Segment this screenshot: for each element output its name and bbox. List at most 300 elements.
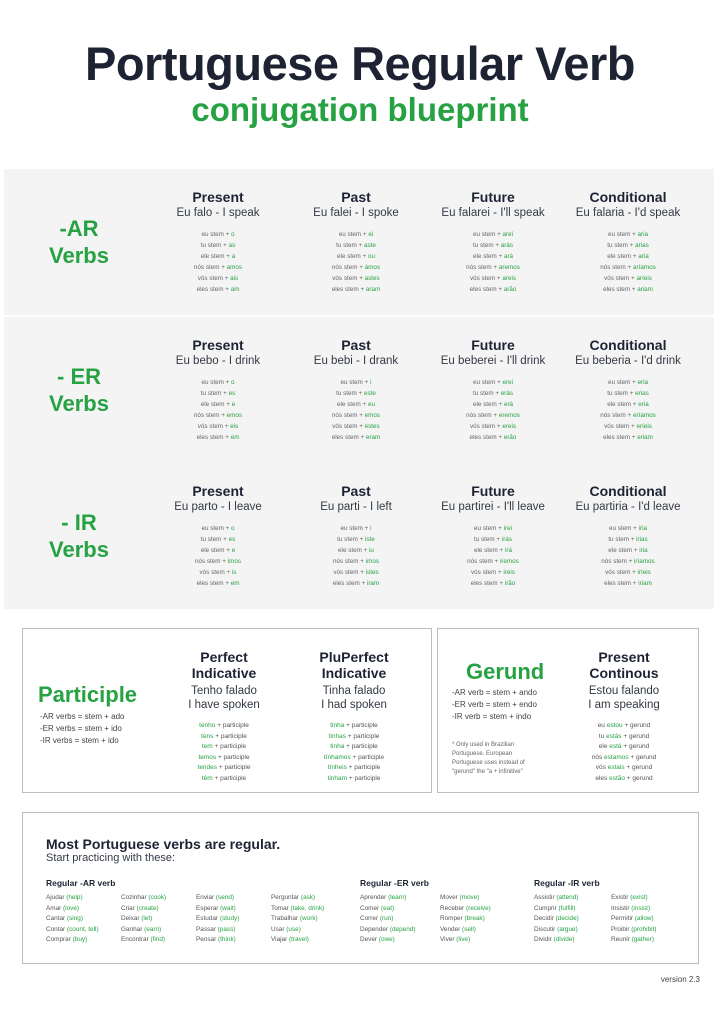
verb-meaning: (decide) — [555, 915, 579, 922]
verb-ending: areis — [502, 275, 517, 282]
verb-meaning: (help) — [66, 894, 83, 901]
list-item — [163, 721, 285, 732]
band-label-ending: -AR — [59, 216, 99, 241]
list-item — [293, 753, 415, 764]
participle-rule: -IR verbs = stem + ido — [40, 736, 119, 745]
tense-title: Present — [192, 337, 244, 353]
pronoun-stem: tu stem + — [336, 242, 364, 249]
list-item — [46, 904, 99, 915]
list-item — [121, 925, 166, 936]
list-item — [360, 893, 415, 904]
list-item — [360, 914, 415, 925]
verb-ending: ereis — [502, 423, 517, 430]
participle-suffix: + participle — [212, 774, 247, 782]
verb-ending: emos — [364, 412, 381, 419]
list-item — [422, 556, 564, 567]
conjugation-list — [422, 523, 564, 589]
pronoun-stem: eles stem + — [331, 434, 366, 441]
list-item — [557, 421, 699, 432]
list-item — [46, 925, 99, 936]
list-item — [422, 523, 564, 534]
list-item — [285, 410, 427, 421]
auxiliary-verb: tinha — [330, 743, 345, 750]
list-item — [147, 240, 289, 251]
list-item — [562, 721, 686, 732]
list-item — [557, 399, 699, 410]
list-item — [557, 377, 699, 388]
verb: Comer — [360, 904, 381, 912]
verb-ending: em — [230, 580, 240, 587]
list-item — [422, 284, 564, 295]
list-item — [285, 578, 427, 589]
conjugation-list — [285, 377, 427, 443]
list-item — [147, 399, 289, 410]
auxiliary-verb: estás — [606, 732, 622, 740]
tense-example: Eu partirei - I'll leave — [441, 501, 545, 513]
list-item — [271, 925, 324, 936]
tense-example: Eu falaria - I'd speak — [575, 207, 681, 219]
list-item — [557, 262, 699, 273]
verb-meaning: (owe) — [378, 936, 395, 943]
list-item — [285, 240, 427, 251]
list-item — [121, 893, 166, 904]
conjugation-list — [147, 523, 289, 589]
list-item — [285, 567, 427, 578]
verb: Cantar — [46, 915, 67, 922]
pronoun: eles — [595, 774, 610, 782]
list-item — [611, 904, 656, 915]
pronoun-stem: eles stem + — [332, 580, 367, 587]
list-item — [534, 935, 579, 946]
list-item — [163, 774, 285, 785]
verb-ending: es — [228, 390, 236, 397]
tense-present — [147, 337, 289, 443]
list-item — [440, 935, 491, 946]
verb-ending: eis — [230, 423, 239, 430]
pronoun-stem: nós stem + — [332, 558, 366, 565]
pronoun-stem: eu stem + — [340, 525, 371, 532]
band-label-verbs: Verbs — [49, 537, 109, 562]
group-title-er: Regular -ER verb — [360, 878, 429, 888]
pronoun: tu — [598, 732, 607, 740]
list-item — [147, 388, 289, 399]
auxiliary-verb: tinhas — [328, 732, 346, 740]
verb-list — [271, 893, 324, 946]
conjugation-list — [422, 229, 564, 295]
list-item — [285, 545, 427, 556]
auxiliary-list — [562, 721, 686, 784]
verb-ending: iríamos — [634, 558, 655, 565]
verb-ending: erão — [503, 434, 517, 441]
pronoun-stem: eles stem + — [196, 286, 231, 293]
list-item — [147, 273, 289, 284]
list-item — [557, 240, 699, 251]
pronoun-stem: eu stem + — [340, 379, 371, 386]
list-item — [163, 732, 285, 743]
verb-ending: ireis — [503, 569, 515, 576]
pronoun-stem: tu stem + — [200, 242, 229, 249]
participle-suffix: + participle — [217, 764, 251, 771]
tense-example: Eu bebo - I drink — [175, 355, 261, 367]
auxiliary-verb: tinha — [330, 722, 345, 729]
tense-title: Conditional — [589, 189, 667, 205]
verb-meaning: (prohibit) — [631, 925, 657, 933]
tense-past — [285, 189, 427, 295]
band-label — [4, 363, 154, 417]
verb-ending: erá — [503, 401, 514, 408]
verb-meaning: (find) — [150, 936, 166, 943]
verb-ending: am — [230, 286, 240, 293]
verb-meaning: (attend) — [556, 894, 579, 901]
conjugation-list — [285, 229, 427, 295]
verb-meaning: (count, tell) — [66, 925, 99, 933]
verb-meaning: (argue) — [557, 925, 578, 933]
verb-meaning: (pass) — [217, 925, 236, 933]
list-item — [534, 904, 579, 915]
list-item — [557, 251, 699, 262]
verb-ending: irás — [501, 536, 512, 543]
pronoun-stem: ele stem + — [337, 253, 368, 260]
list-item — [422, 399, 564, 410]
pronoun-stem: vós stem + — [197, 275, 231, 282]
verb-ending: o — [231, 231, 235, 238]
er-verbs-band — [4, 317, 714, 463]
list-item — [422, 432, 564, 443]
participle-title: Participle — [38, 682, 138, 707]
pronoun-stem: ele stem + — [608, 547, 640, 554]
pronoun-stem: eles stem + — [196, 434, 231, 441]
list-item — [440, 893, 491, 904]
verb-ending: e — [231, 401, 236, 408]
verb-meaning: (buy) — [72, 936, 88, 943]
list-item — [422, 377, 564, 388]
participle-suffix: + participle — [213, 732, 247, 740]
verb-meaning: (gather) — [631, 936, 654, 943]
verb: Dividir — [534, 936, 554, 943]
verb-meaning: (wait) — [220, 904, 236, 912]
verb-ending: iria — [639, 547, 648, 554]
gerund-suffix: + gerund — [624, 764, 653, 771]
pronoun-stem: eles stem + — [470, 580, 505, 587]
verb-ending: aste — [363, 242, 376, 249]
section-heading: Indicative — [191, 665, 257, 681]
verb-ending: erei — [502, 379, 514, 386]
pronoun-stem: vós stem + — [605, 569, 638, 576]
verb-meaning: (break) — [464, 915, 485, 922]
auxiliary-verb: estais — [607, 764, 625, 771]
tense-conditional — [557, 189, 699, 295]
verb-meaning: (use) — [286, 925, 301, 933]
verb-meaning: (receive) — [465, 904, 491, 912]
participle-suffix: + participle — [216, 753, 250, 761]
verb: Reunir — [611, 936, 632, 943]
list-item — [422, 545, 564, 556]
verb: Ganhar — [121, 925, 145, 933]
pronoun: eu — [597, 722, 607, 729]
pronoun-stem: nós stem + — [467, 558, 500, 565]
list-item — [422, 240, 564, 251]
list-item — [534, 893, 579, 904]
tense-conditional — [557, 337, 699, 443]
gerund-rule: -IR verb = stem + indo — [452, 712, 532, 721]
list-item — [147, 578, 289, 589]
list-item — [196, 935, 239, 946]
section-example: Tenho falado — [191, 685, 257, 697]
list-item — [271, 904, 324, 915]
verb: Tomar — [271, 904, 291, 912]
verb-ending: iu — [369, 547, 374, 554]
auxiliary-verb: temos — [198, 753, 217, 761]
pronoun-stem: nós stem + — [194, 558, 228, 565]
list-item — [196, 904, 239, 915]
participle-suffix: + participle — [215, 722, 249, 729]
list-item — [121, 914, 166, 925]
list-item — [562, 742, 686, 753]
verb-ending: erás — [500, 390, 514, 397]
pronoun-stem: ele stem + — [338, 547, 370, 554]
section-example: Tinha falado — [322, 685, 386, 697]
participle-rules — [40, 711, 124, 747]
pronoun-stem: vós stem + — [197, 423, 231, 430]
list-item — [422, 273, 564, 284]
pronoun-stem: eu stem + — [201, 231, 232, 238]
verb-ending: iste — [365, 536, 375, 543]
list-item — [147, 534, 289, 545]
pronoun-stem: tu stem + — [608, 536, 637, 543]
list-item — [293, 732, 415, 743]
verb-ending: imos — [365, 558, 380, 565]
pronoun-stem: vós stem + — [469, 275, 503, 282]
verb: Existir — [611, 894, 631, 901]
pronoun-stem: vós stem + — [333, 569, 366, 576]
list-item — [440, 914, 491, 925]
gerund-suffix: + gerund — [621, 743, 650, 750]
conjugation-list — [557, 523, 699, 589]
tense-future — [422, 189, 564, 295]
gerund-suffix: + gerund — [621, 732, 650, 740]
verb-meaning: (divide) — [553, 936, 575, 943]
pronoun-stem: eles stem + — [469, 434, 504, 441]
verb: Pensar — [196, 936, 219, 943]
tense-present — [147, 189, 289, 295]
verb-ending: es — [228, 536, 236, 543]
verb-ending: eria — [637, 379, 649, 386]
auxiliary-verb: estamos — [604, 753, 629, 761]
note-line: * Only used in Brazilian — [452, 742, 515, 748]
verb-ending: arás — [500, 242, 514, 249]
perfect-indicative — [163, 649, 285, 784]
list-item — [147, 567, 289, 578]
page-subtitle: conjugation blueprint — [191, 91, 529, 128]
tense-title: Past — [341, 189, 371, 205]
note-line: "gerund" the "a + infinitive" — [452, 769, 523, 775]
verb-meaning: (sing) — [66, 915, 83, 922]
pronoun-stem: tu stem + — [472, 242, 501, 249]
pronoun-stem: tu stem + — [474, 536, 502, 543]
auxiliary-verb: tendes — [197, 764, 218, 771]
list-item — [562, 753, 686, 764]
list-item — [440, 904, 491, 915]
verb-ending: estes — [364, 423, 380, 430]
list-item — [285, 284, 427, 295]
pronoun-stem: eles stem + — [469, 286, 504, 293]
list-item — [422, 421, 564, 432]
verb: Viajar — [271, 936, 289, 943]
verb-ending: eríeis — [636, 423, 652, 430]
verb-list — [611, 893, 656, 946]
list-item — [562, 774, 686, 785]
list-item — [557, 284, 699, 295]
verb-meaning: (depend) — [389, 925, 416, 933]
pronoun-stem: tu stem + — [607, 242, 636, 249]
participle-rule: -AR verbs = stem + ado — [40, 712, 125, 721]
verb-ending: eremos — [498, 412, 520, 419]
list-item — [147, 229, 289, 240]
pronoun: ele — [598, 743, 610, 750]
list-item — [46, 935, 99, 946]
participle-suffix: + participle — [344, 743, 378, 750]
list-item — [422, 388, 564, 399]
list-item — [285, 432, 427, 443]
verb-ending: iríeis — [637, 569, 651, 576]
list-item — [147, 523, 289, 534]
pronoun-stem: tu stem + — [607, 390, 636, 397]
verb-ending: i — [370, 525, 372, 532]
verb-meaning: (study) — [219, 915, 240, 922]
section-heading: Continous — [589, 665, 659, 681]
verb-ending: imos — [227, 558, 242, 565]
band-label-verbs: Verbs — [49, 391, 109, 416]
tense-example: Eu parto - I leave — [174, 501, 262, 513]
pronoun-stem: eles stem + — [331, 286, 366, 293]
verb: Vender — [440, 925, 463, 933]
list-item — [163, 753, 285, 764]
tense-example: Eu bebi - I drank — [313, 355, 399, 367]
verb-ending: aram — [365, 286, 381, 293]
auxiliary-verb: tens — [201, 732, 214, 740]
tense-future — [422, 483, 564, 589]
section-heading: Present — [598, 649, 650, 665]
list-item — [285, 388, 427, 399]
verb-meaning: (fulfill) — [558, 904, 576, 912]
pronoun-stem: eles stem + — [603, 434, 638, 441]
verb-ending: ou — [367, 253, 375, 260]
verb-meaning: (send) — [215, 894, 235, 901]
list-item — [147, 284, 289, 295]
list-item — [422, 229, 564, 240]
list-item — [285, 523, 427, 534]
list-item — [557, 273, 699, 284]
tense-example: Eu beberia - I'd drink — [575, 355, 681, 367]
verb-ending: em — [230, 434, 240, 441]
participle-suffix: + participle — [346, 764, 381, 771]
practice-subtitle: Start practicing with these: — [46, 852, 176, 864]
list-item — [422, 534, 564, 545]
list-item — [611, 935, 656, 946]
participle-suffix: + participle — [345, 732, 380, 740]
verb: Encontrar — [121, 936, 151, 943]
verb-meaning: (run) — [379, 915, 394, 922]
list-item — [163, 742, 285, 753]
pronoun-stem: vós stem + — [471, 569, 504, 576]
verb-ending: arias — [635, 242, 649, 249]
verb-ending: iria — [638, 525, 647, 532]
verb-meaning: (work) — [299, 915, 318, 922]
pronoun-stem: nós stem + — [193, 264, 227, 271]
list-item — [422, 410, 564, 421]
verb-ending: emos — [226, 412, 243, 419]
verb-ending: eria — [638, 401, 649, 408]
tense-title: Present — [192, 483, 244, 499]
verb-ending: istes — [365, 569, 379, 576]
pronoun-stem: vós stem + — [604, 275, 637, 282]
pronoun: nós — [591, 753, 605, 761]
pronoun-stem: ele stem + — [200, 401, 232, 408]
list-item — [557, 410, 699, 421]
list-item — [285, 229, 427, 240]
verb-meaning: (eat) — [380, 904, 395, 912]
verb: Aprender — [360, 894, 389, 901]
list-item — [611, 893, 656, 904]
list-item — [293, 774, 415, 785]
pronoun-stem: nós stem + — [601, 558, 635, 565]
pronoun: vós — [595, 764, 608, 771]
verb-ending: arei — [502, 231, 514, 238]
band-label-ending: - IR — [61, 510, 97, 535]
list-item — [196, 914, 239, 925]
pronoun-stem: nós stem + — [331, 264, 365, 271]
section-example: I am speaking — [588, 699, 660, 711]
verb-ending: eriam — [637, 434, 653, 441]
verb: Dever — [360, 936, 379, 943]
section-example: Estou falando — [588, 685, 660, 697]
list-item — [360, 925, 415, 936]
verb: Usar — [271, 925, 287, 933]
pronoun-stem: tu stem + — [337, 536, 365, 543]
verb-meaning: (create) — [136, 904, 159, 912]
verb: Cozinhar — [121, 894, 149, 901]
verb: Receber — [440, 904, 466, 912]
verb-ending: aríeis — [636, 275, 652, 282]
auxiliary-list — [163, 721, 285, 784]
list-item — [163, 763, 285, 774]
note-line: Portuguese uses instead of — [452, 760, 525, 766]
verb-ending: erias — [635, 390, 649, 397]
conjugation-list — [147, 229, 289, 295]
list-item — [557, 567, 699, 578]
verb-ending: arão — [503, 286, 517, 293]
participle-suffix: + participle — [347, 774, 381, 782]
list-item — [147, 545, 289, 556]
pronoun-stem: nós stem + — [193, 412, 227, 419]
pronoun-stem: eu stem + — [474, 525, 504, 532]
practice-title: Most Portuguese verbs are regular. — [46, 836, 281, 852]
pronoun-stem: ele stem + — [472, 253, 504, 260]
verb-meaning: (sell) — [462, 925, 476, 933]
verb-meaning: (live) — [456, 936, 471, 943]
auxiliary-list — [293, 721, 415, 784]
pronoun-stem: eles stem + — [604, 580, 639, 587]
verb-ending: aria — [637, 231, 649, 238]
list-item — [285, 421, 427, 432]
pluperfect-indicative — [293, 649, 415, 784]
ar-verbs-band — [4, 169, 714, 315]
verb-ending: e — [231, 547, 236, 554]
tense-present — [147, 483, 289, 589]
gerund-title: Gerund — [466, 659, 545, 684]
verb-ending: i — [370, 379, 372, 386]
section-heading: PluPerfect — [319, 649, 389, 665]
